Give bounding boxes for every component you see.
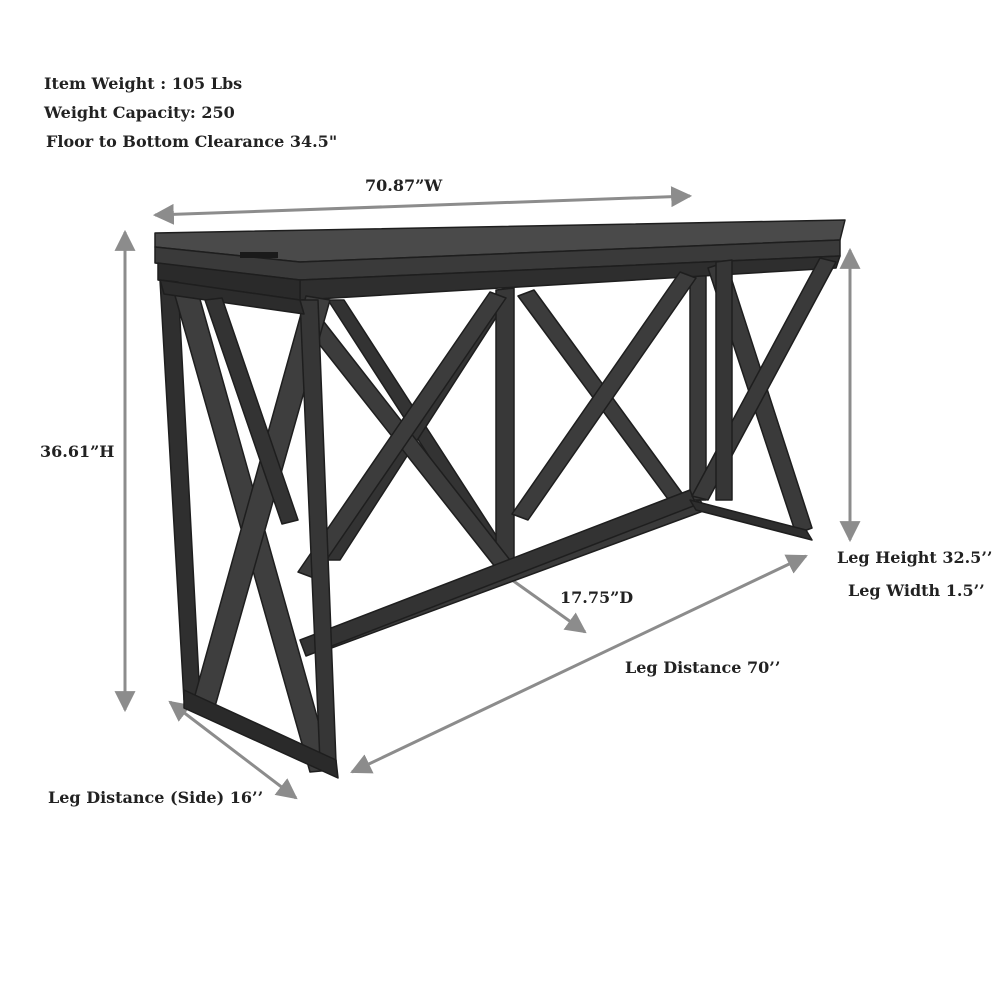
item-weight-label: Item Weight : 105 Lbs: [44, 74, 243, 93]
width-label: 70.87”W: [365, 176, 443, 195]
right-end-post: [716, 260, 732, 500]
table-body: [155, 220, 845, 778]
back-right-leg: [690, 262, 706, 500]
leg-height-label: Leg Height 32.5’’: [837, 548, 993, 567]
leg-width-label: Leg Width 1.5’’: [848, 581, 985, 600]
right-end-x-b: [692, 258, 836, 500]
weight-capacity-label: Weight Capacity: 250: [44, 103, 235, 122]
depth-label: 17.75”D: [560, 588, 634, 607]
leg-distance-side-label: Leg Distance (Side) 16’’: [48, 788, 264, 807]
height-label: 36.61”H: [40, 442, 115, 461]
clearance-label: Floor to Bottom Clearance 34.5": [46, 132, 338, 151]
center-post: [496, 288, 514, 568]
width-dimension-line: [155, 196, 690, 215]
drawer-handle: [240, 252, 278, 258]
leg-distance-label: Leg Distance 70’’: [625, 658, 781, 677]
